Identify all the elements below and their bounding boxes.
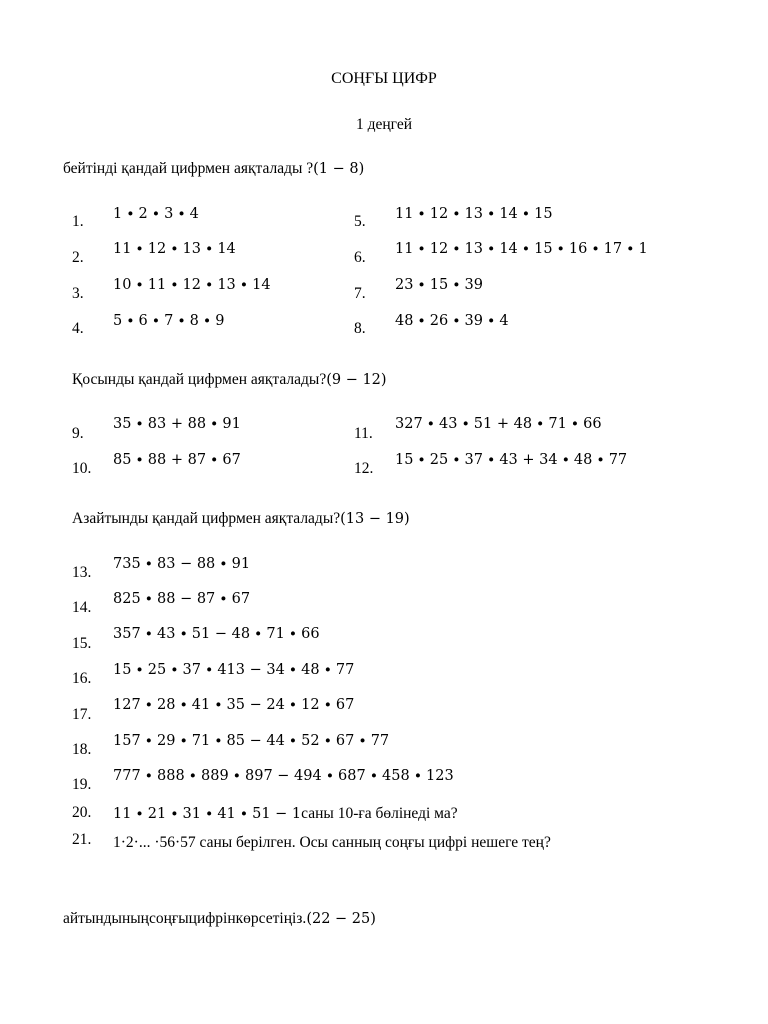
section4-heading <box>63 910 376 928</box>
section3-heading-text: Азайтынды қандай цифрмен аяқталады? <box>72 510 341 527</box>
section2-heading <box>72 371 387 389</box>
item-number: 3. <box>72 285 84 302</box>
item-expression: 15 ∙ 25 ∙ 37 ∙ 43 + 34 ∙ 48 ∙ 77 <box>395 452 628 468</box>
item-number: 6. <box>354 249 366 266</box>
item-expression: 85 ∙ 88 + 87 ∙ 67 <box>113 452 241 468</box>
item-number: 20. <box>72 804 92 821</box>
item-expression: 35 ∙ 83 + 88 ∙ 91 <box>113 416 241 432</box>
section1-heading-range: (1 − 8) <box>313 161 365 177</box>
item-expression: 327 ∙ 43 ∙ 51 + 48 ∙ 71 ∙ 66 <box>395 416 602 432</box>
item-number: 8. <box>354 320 366 337</box>
item-number: 17. <box>72 706 92 723</box>
item-expression: 11 ∙ 12 ∙ 13 ∙ 14 <box>113 241 236 257</box>
item-number: 16. <box>72 670 92 687</box>
item-expression: 48 ∙ 26 ∙ 39 ∙ 4 <box>395 313 509 329</box>
item-expression: 15 ∙ 25 ∙ 37 ∙ 413 − 34 ∙ 48 ∙ 77 <box>113 662 355 678</box>
item-number: 1. <box>72 213 84 230</box>
section2-heading-text: Қосынды қандай цифрмен аяқталады? <box>72 371 327 388</box>
item-number: 14. <box>72 599 92 616</box>
level-subtitle: 1 деңгей <box>355 116 412 133</box>
page-title: СОҢҒЫ ЦИФР <box>331 70 437 87</box>
item-expression: 825 ∙ 88 − 87 ∙ 67 <box>113 591 251 607</box>
item-expression: 127 ∙ 28 ∙ 41 ∙ 35 − 24 ∙ 12 ∙ 67 <box>113 697 355 713</box>
item-number: 21. <box>72 831 92 848</box>
item-number: 12. <box>354 460 374 477</box>
item-number: 5. <box>354 213 366 230</box>
item-number: 19. <box>72 776 92 793</box>
item-expression: 23 ∙ 15 ∙ 39 <box>395 277 484 293</box>
item-number: 2. <box>72 249 84 266</box>
item-number: 11. <box>354 425 373 442</box>
item-expression: 157 ∙ 29 ∙ 71 ∙ 85 − 44 ∙ 52 ∙ 67 ∙ 77 <box>113 733 390 749</box>
section3-heading-range: (13 − 19) <box>340 511 410 527</box>
item-expression: 1 ∙ 2 ∙ 3 ∙ 4 <box>113 206 199 222</box>
section4-heading-range: (22 − 25) <box>306 911 376 927</box>
section1-heading-text: бейтінді қандай цифрмен аяқталады ? <box>63 160 314 177</box>
item-number: 15. <box>72 635 92 652</box>
section4-heading-text: айтындыныңсоңғыцифрінкөрсетіңіз. <box>63 910 307 927</box>
item-expression: 777 ∙ 888 ∙ 889 ∙ 897 − 494 ∙ 687 ∙ 458 ∙ 123 <box>113 768 454 784</box>
section2-heading-range: (9 − 12) <box>326 372 387 388</box>
item-expression: 11 ∙ 12 ∙ 13 ∙ 14 ∙ 15 ∙ 16 ∙ 17 ∙ 1 <box>395 241 648 257</box>
item-expression: 735 ∙ 83 − 88 ∙ 91 <box>113 556 251 572</box>
item-number: 4. <box>72 320 84 337</box>
item-20-line <box>113 805 458 823</box>
item-20-text: саны 10-ға бөлінеді ма? <box>301 805 458 822</box>
item-21-text: 1·2·... ·56·57 саны берілген. Осы санның соңғы цифрі нешеге тең? <box>113 834 551 851</box>
item-number: 7. <box>354 285 366 302</box>
item-number: 10. <box>72 460 92 477</box>
section3-heading <box>72 510 410 528</box>
item-number: 9. <box>72 425 84 442</box>
item-expression: 11 ∙ 12 ∙ 13 ∙ 14 ∙ 15 <box>395 206 553 222</box>
item-expression: 357 ∙ 43 ∙ 51 − 48 ∙ 71 ∙ 66 <box>113 626 320 642</box>
item-expression: 5 ∙ 6 ∙ 7 ∙ 8 ∙ 9 <box>113 313 225 329</box>
item-number: 13. <box>72 564 92 581</box>
item-expression: 10 ∙ 11 ∙ 12 ∙ 13 ∙ 14 <box>113 277 271 293</box>
item-expression: 11 ∙ 21 ∙ 31 ∙ 41 ∙ 51 − 1 <box>113 806 302 822</box>
section1-heading <box>63 160 364 178</box>
item-number: 18. <box>72 741 92 758</box>
